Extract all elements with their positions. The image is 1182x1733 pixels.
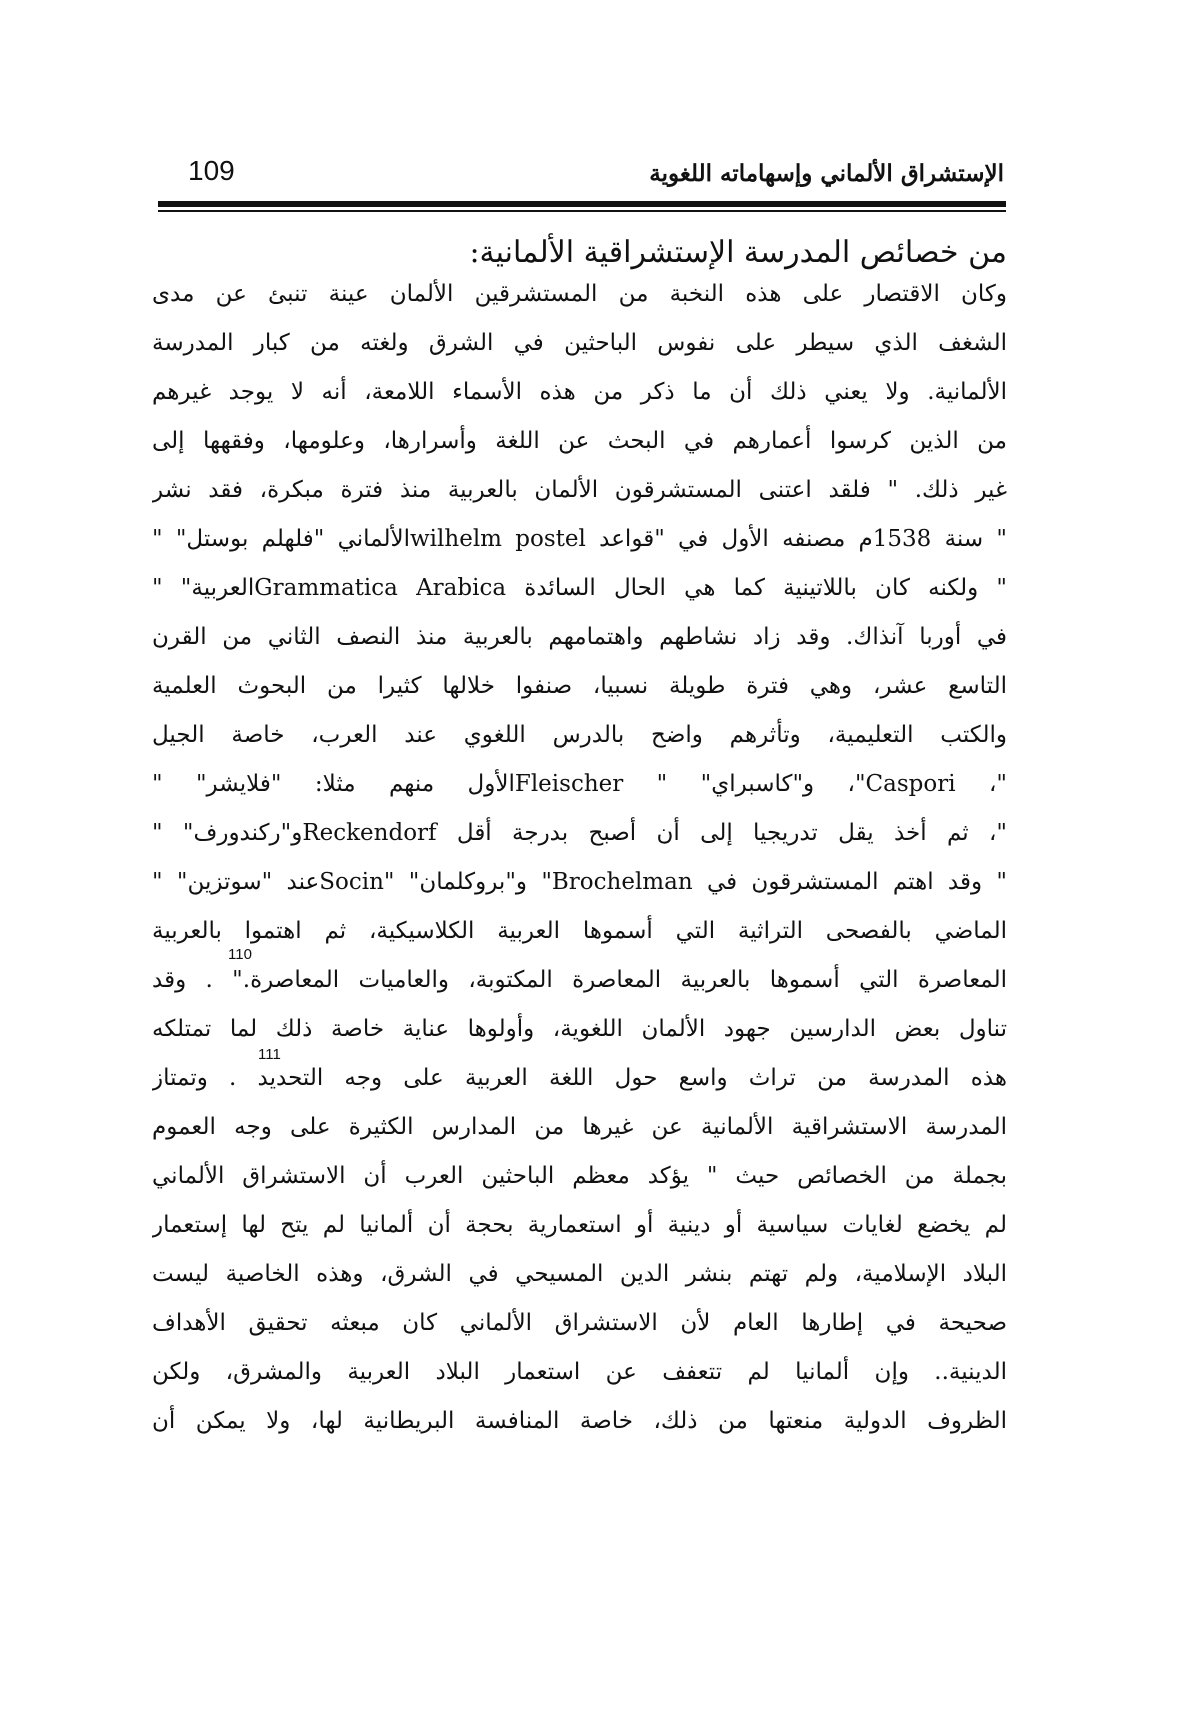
body-line: صحيحة في إطارها العام لأن الاستشراق الألماني كان مبعثه تحقيق الأهداف bbox=[152, 1310, 1007, 1336]
body-line: " ولكنه كان باللاتينية كما هي الحال السائدة Grammatica Arabicaالعربية" " bbox=[152, 575, 1007, 601]
body-line: المدرسة الاستشراقية الألمانية عن غيرها من المدارس الكثيرة على وجه العموم bbox=[152, 1114, 1007, 1140]
body-line: الماضي بالفصحى التراثية التي أسموها العربية الكلاسيكية، ثم اهتموا بالعربية bbox=[152, 918, 1007, 944]
body-line: لم يخضع لغايات سياسية أو دينية أو استعمارية بحجة أن ألمانيا لم يتح لها إستعمار bbox=[152, 1212, 1007, 1238]
body-line: "، Caspori"، و"كاسبراي" " Fleischerالأول منهم مثلا: "فلايشر" " bbox=[152, 771, 1007, 797]
section-heading: من خصائص المدرسة الإستشراقية الألمانية: bbox=[469, 235, 1007, 270]
body-line: المعاصرة التي أسموها بالعربية المعاصرة المكتوبة، والعاميات المعاصرة." . وقد bbox=[152, 967, 1007, 993]
page-number: 109 bbox=[188, 155, 235, 186]
body-line: " سنة 1538م مصنفه الأول في "قواعد wilhelm postelالألماني "فلهلم بوستل" " bbox=[152, 526, 1007, 552]
body-line: " وقد اهتم المستشرقون في Brochelman" و"بروكلمان" "Socinعند "سوتزين" " bbox=[152, 869, 1007, 895]
body-line: في أوربا آنذاك. وقد زاد نشاطهم واهتمامهم بالعربية منذ النصف الثاني من القرن bbox=[152, 624, 1007, 650]
body-line: وكان الاقتصار على هذه النخبة من المستشرقين الألمان عينة تنبئ عن مدى bbox=[152, 281, 1007, 307]
body-line: "، ثم أخذ يقل تدريجيا إلى أن أصبح بدرجة أقل Reckendorfو"ركندورف" " bbox=[152, 820, 1007, 846]
footnote-reference: 110 bbox=[228, 946, 252, 963]
header-rule-thick bbox=[158, 201, 1006, 207]
body-line: غير ذلك. " فلقد اعتنى المستشرقون الألمان بالعربية منذ فترة مبكرة، فقد نشر bbox=[152, 477, 1007, 503]
body-line: الظروف الدولية منعتها من ذلك، خاصة المنافسة البريطانية لها، ولا يمكن أن bbox=[152, 1408, 1007, 1434]
body-line: الألمانية. ولا يعني ذلك أن ما ذكر من هذه الأسماء اللامعة، أنه لا يوجد غيرهم bbox=[152, 379, 1007, 405]
header-rule-thin bbox=[158, 210, 1006, 212]
footnote-reference: 111 bbox=[258, 1046, 281, 1063]
running-title: الإستشراق الألماني وإسهاماته اللغوية bbox=[649, 160, 1004, 187]
body-line: البلاد الإسلامية، ولم تهتم بنشر الدين المسيحي في الشرق، وهذه الخاصية ليست bbox=[152, 1261, 1007, 1287]
body-line: تناول بعض الدارسين جهود الألمان اللغوية، وأولوها عناية خاصة ذلك لما تمتلكه bbox=[152, 1016, 1007, 1042]
body-line: الشغف الذي سيطر على نفوس الباحثين في الشرق ولغته من كبار المدرسة bbox=[152, 330, 1007, 356]
body-line: التاسع عشر، وهي فترة طويلة نسبيا، صنفوا خلالها كثيرا من البحوث العلمية bbox=[152, 673, 1007, 699]
body-line: الدينية.. وإن ألمانيا لم تتعفف عن استعمار البلاد العربية والمشرق، ولكن bbox=[152, 1359, 1007, 1385]
body-line: والكتب التعليمية، وتأثرهم واضح بالدرس اللغوي عند العرب، خاصة الجيل bbox=[152, 722, 1007, 748]
body-line: بجملة من الخصائص حيث " يؤكد معظم الباحثين العرب أن الاستشراق الألماني bbox=[152, 1163, 1007, 1189]
body-line: هذه المدرسة من تراث واسع حول اللغة العربية على وجه التحديد . وتمتاز bbox=[152, 1065, 1007, 1091]
body-line: من الذين كرسوا أعمارهم في البحث عن اللغة وأسرارها، وعلومها، وفقهها إلى bbox=[152, 428, 1007, 454]
